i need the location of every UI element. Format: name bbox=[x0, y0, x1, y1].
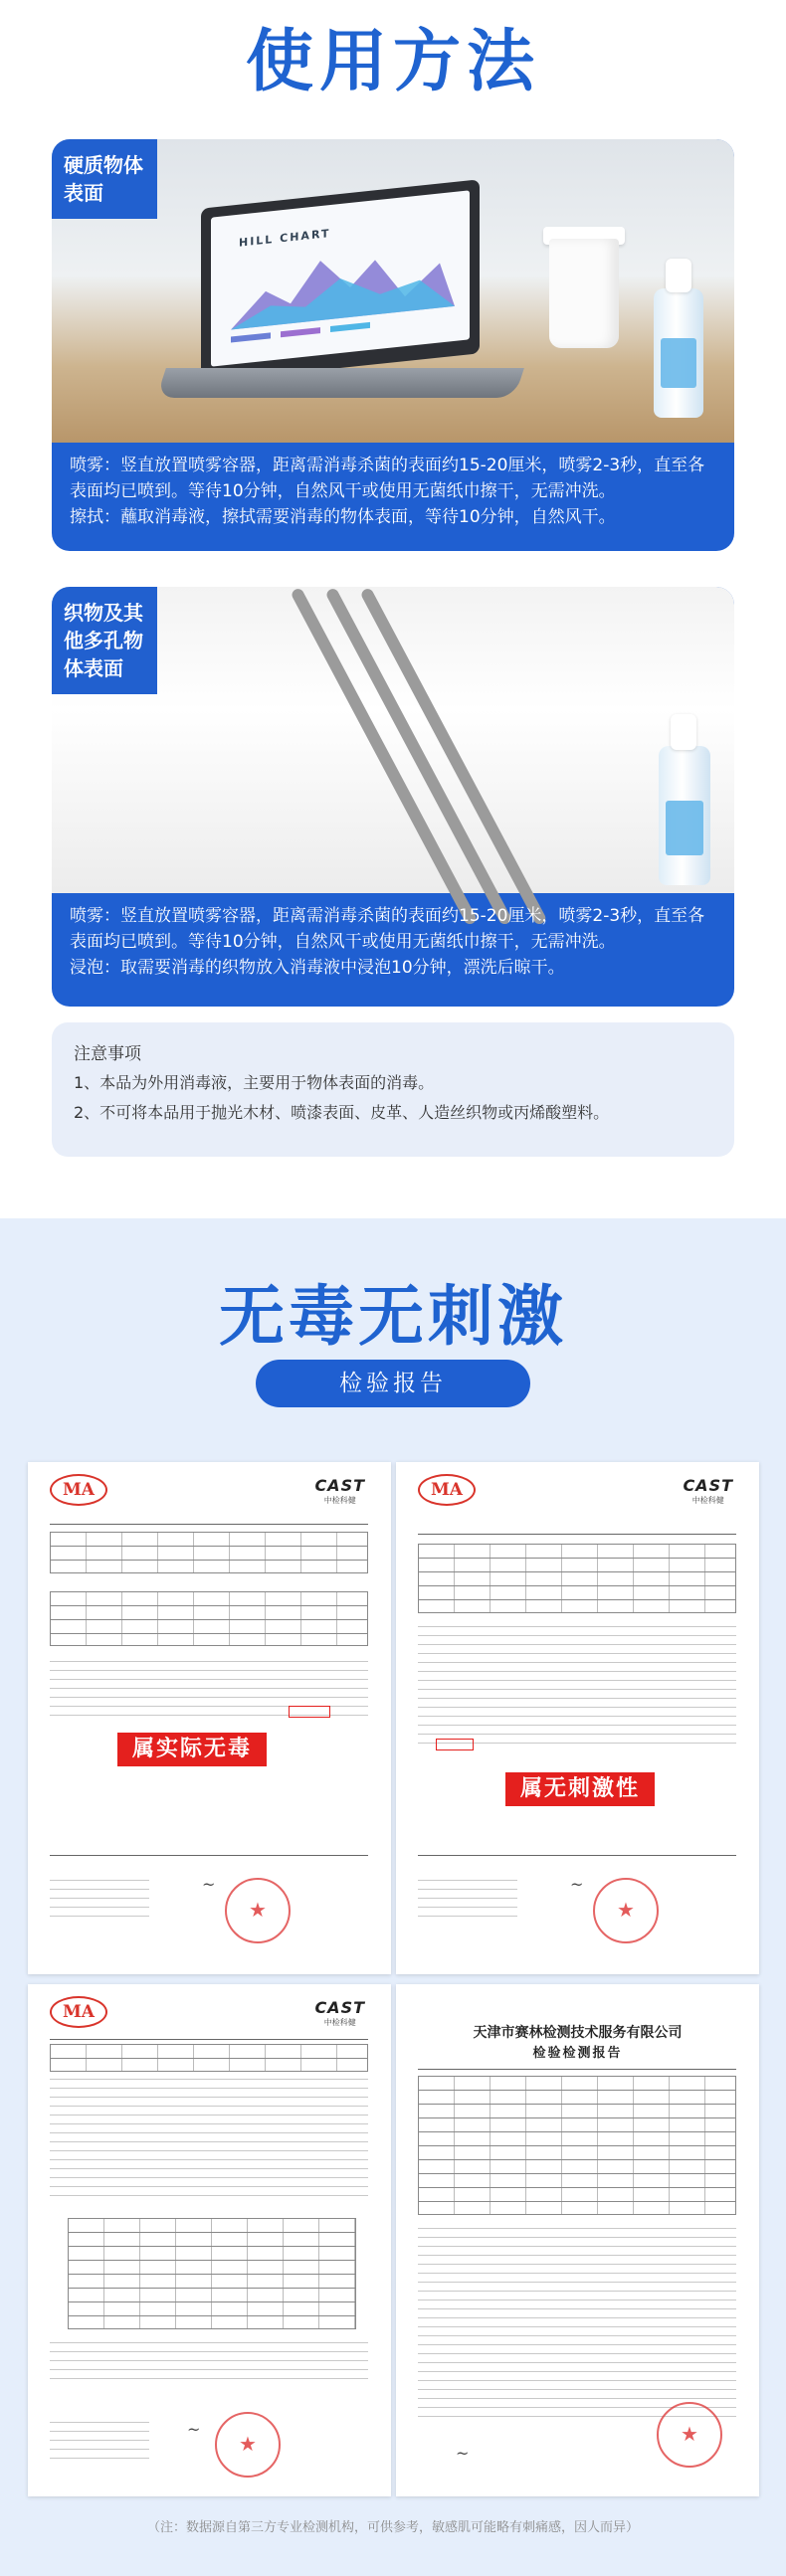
signature: ~ bbox=[456, 2444, 470, 2463]
signature: ~ bbox=[187, 2420, 201, 2439]
hard-surface-badge: 硬质物体表面 bbox=[52, 139, 157, 219]
laptop-screen bbox=[201, 179, 480, 382]
report-divider bbox=[418, 1534, 736, 1535]
laptop-photo bbox=[52, 139, 734, 443]
ma-logo: MA bbox=[50, 1474, 107, 1506]
signature: ~ bbox=[202, 1875, 216, 1894]
report-table bbox=[68, 2218, 356, 2329]
mountain-chart-graphic bbox=[211, 190, 470, 366]
cast-logo-text: CAST bbox=[683, 1476, 733, 1495]
spray-instruction: 喷雾：竖直放置喷雾容器，距离需消毒杀菌的表面约15-20厘米，喷雾2-3秒，直至各表面均已喷到。等待10分钟，自然风干或使用无菌纸巾擦干，无需冲洗。 bbox=[70, 906, 705, 952]
coffee-cup bbox=[549, 239, 619, 348]
report-table bbox=[50, 1532, 368, 1573]
report-table bbox=[418, 2076, 736, 2215]
report-body-text bbox=[50, 2342, 368, 2382]
laptop-display bbox=[211, 190, 470, 366]
cast-logo bbox=[314, 1998, 365, 2028]
report-table bbox=[50, 1591, 368, 1646]
non-toxic-tag: 属实际无毒 bbox=[117, 1733, 267, 1766]
report-divider bbox=[50, 1855, 368, 1856]
red-seal-stamp bbox=[225, 1878, 291, 1943]
report-divider bbox=[418, 2069, 736, 2070]
ma-logo: MA bbox=[50, 1996, 107, 2028]
report-body-text bbox=[50, 2079, 368, 2203]
spray-instruction: 喷雾：竖直放置喷雾容器，距离需消毒杀菌的表面约15-20厘米，喷雾2-3秒，直至各表面均已喷到。等待10分钟，自然风干或使用无菌纸巾擦干，无需冲洗。 bbox=[70, 456, 705, 501]
towel-stripe bbox=[324, 587, 512, 926]
cast-logo-text: CAST bbox=[314, 1476, 365, 1495]
spray-bottle-label bbox=[666, 801, 703, 855]
safety-title: 无毒无刺激 bbox=[219, 1278, 567, 1355]
notes-title: 注意事项 bbox=[74, 1044, 141, 1064]
laptop-keyboard bbox=[156, 368, 524, 398]
test-report-irritation bbox=[396, 1462, 759, 1974]
safety-section bbox=[0, 1218, 786, 2576]
test-report-toxicity bbox=[28, 1462, 391, 1974]
report-divider bbox=[50, 2039, 368, 2040]
report-body-text bbox=[418, 2228, 736, 2422]
report-signature-lines bbox=[418, 1880, 517, 1920]
spray-bottle-label bbox=[661, 338, 696, 388]
notes-item: 1、本品为外用消毒液，主要用于物体表面的消毒。 bbox=[74, 1073, 435, 1092]
fabric-surface-card bbox=[52, 587, 734, 1007]
cast-logo-text: CAST bbox=[314, 1998, 365, 2017]
cast-logo-subtext: 中检科健 bbox=[691, 1496, 724, 1505]
report-table bbox=[50, 2044, 368, 2072]
red-seal-stamp bbox=[657, 2402, 722, 2468]
signature: ~ bbox=[570, 1875, 584, 1894]
laptop-chart-title: HILL CHART bbox=[239, 227, 331, 250]
test-report-micronucleus bbox=[28, 1984, 391, 2496]
report-pill: 检验报告 bbox=[256, 1360, 530, 1407]
spray-bottle-cap bbox=[666, 259, 691, 292]
ma-logo: MA bbox=[418, 1474, 476, 1506]
report-title: 检验检测报告 bbox=[532, 2046, 623, 2061]
red-seal-stamp bbox=[215, 2412, 281, 2478]
highlight-box bbox=[289, 1706, 330, 1718]
non-irritating-tag: 属无刺激性 bbox=[505, 1772, 655, 1806]
report-divider bbox=[418, 1855, 736, 1856]
usage-title: 使用方法 bbox=[245, 23, 540, 101]
data-source-note: （注：数据源自第三方专业检测机构，可供参考，敏感肌可能略有刺痛感，因人而异） bbox=[146, 2520, 639, 2535]
report-signature-lines bbox=[50, 1880, 149, 1920]
soak-instruction: 浸泡：取需要消毒的织物放入消毒液中浸泡10分钟，漂洗后晾干。 bbox=[70, 958, 565, 978]
hard-surface-instructions bbox=[52, 443, 734, 540]
cast-logo bbox=[314, 1476, 365, 1506]
fabric-surface-instructions bbox=[52, 893, 734, 991]
red-seal-stamp bbox=[593, 1878, 659, 1943]
report-body-text bbox=[418, 1626, 736, 1746]
notes-box bbox=[52, 1022, 734, 1157]
report-signature-lines bbox=[50, 2422, 149, 2462]
highlight-box bbox=[436, 1739, 474, 1750]
usage-section bbox=[0, 0, 786, 1218]
notes-item: 2、不可将本品用于抛光木材、喷漆表面、皮革、人造丝织物或丙烯酸塑料。 bbox=[74, 1103, 610, 1122]
fabric-surface-badge: 织物及其他多孔物体表面 bbox=[52, 587, 157, 694]
cast-logo bbox=[683, 1476, 733, 1506]
hard-surface-card bbox=[52, 139, 734, 551]
towel-photo bbox=[52, 587, 734, 893]
report-divider bbox=[50, 1524, 368, 1525]
report-table bbox=[418, 1544, 736, 1613]
cast-logo-subtext: 中检科健 bbox=[323, 2018, 356, 2027]
cast-logo-subtext: 中检科健 bbox=[323, 1496, 356, 1505]
lab-company-name: 天津市赛林检测技术服务有限公司 bbox=[473, 2025, 683, 2041]
spray-bottle-cap bbox=[671, 714, 696, 750]
wipe-instruction: 擦拭：蘸取消毒液，擦拭需要消毒的物体表面，等待10分钟，自然风干。 bbox=[70, 507, 616, 527]
test-report-sailin bbox=[396, 1984, 759, 2496]
